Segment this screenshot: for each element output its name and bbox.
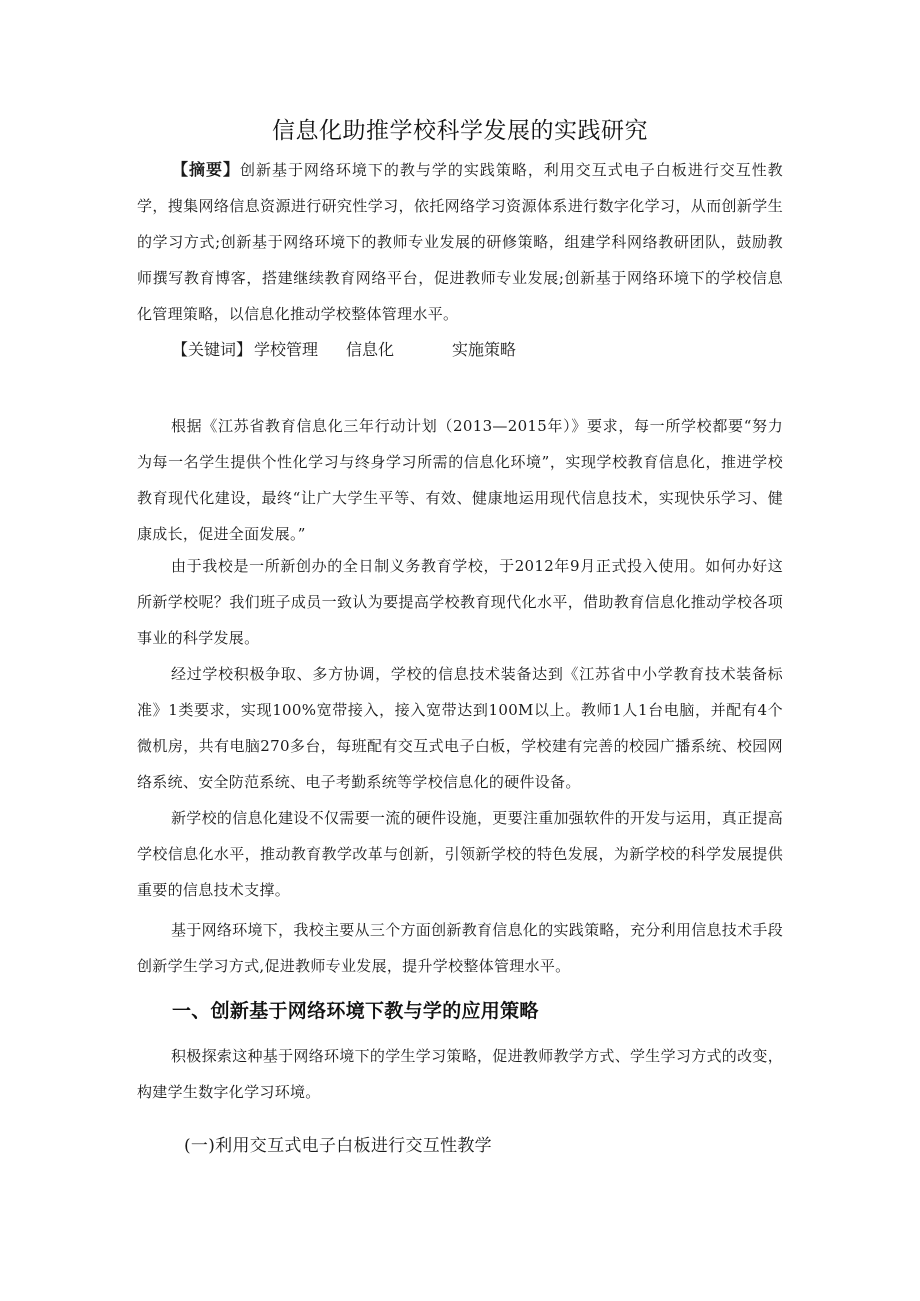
body-paragraph: 基于网络环境下，我校主要从三个方面创新教育信息化的实践策略，充分利用信息技术手段创新学生学习方式,促进教师专业发展，提升学校整体管理水平。 <box>137 921 784 975</box>
keywords-line <box>172 338 516 362</box>
body-paragraph: 由于我校是一所新创办的全日制义务教育学校，于2012年9月正式投入使用。如何办好这所新学校呢？我们班子成员一致认为要提高学校教育现代化水平，借助教育信息化推动学校各项事业的科学发展。 <box>137 557 783 647</box>
section-paragraph: 积极探索这种基于网络环境下的学生学习策略，促进教师教学方式、学生学习方式的改变，构建学生数字化学习环境。 <box>137 1047 784 1101</box>
keyword-item: 信息化 <box>346 340 395 359</box>
body-paragraph: 根据《江苏省教育信息化三年行动计划（2013—2015年）》要求，每一所学校都要“努力为每一名学生提供个性化学习与终身学习所需的信息化环境”，实现学校教育信息化，推进学校教育现代化建设，最终“让广大学生平等、有效、健康地运用现代信息技术，实现快乐学习、健康成长，促进全面发展。” <box>137 417 783 543</box>
abstract-paragraph <box>137 152 783 332</box>
section-heading: 一、创新基于网络环境下教与学的应用策略 <box>172 1000 539 1022</box>
subsection-heading: (一)利用交互式电子白板进行交互性教学 <box>184 1136 492 1156</box>
keywords-tag: 【关键词】 <box>172 340 253 359</box>
keyword-item: 实施策略 <box>452 340 517 359</box>
body-paragraph: 新学校的信息化建设不仅需要一流的硬件设施，更要注重加强软件的开发与运用，真正提高学校信息化水平，推动教育教学改革与创新，引领新学校的特色发展，为新学校的科学发展提供重要的信息技术支撑。 <box>137 809 784 899</box>
keyword-item: 学校管理 <box>254 340 319 359</box>
abstract-tag: 【摘要】 <box>172 160 240 179</box>
body-paragraph: 经过学校积极争取、多方协调，学校的信息技术装备达到《江苏省中小学教育技术装备标准》1类要求，实现100%宽带接入，接入宽带达到100M以上。教师1人1台电脑，并配有4个微机房，共有电脑270多台，每班配有交互式电子白板，学校建有完善的校园广播系统、校园网络系统、安全防范系统、电子考勤系统等学校信息化的硬件设备。 <box>137 665 783 791</box>
document-title: 信息化助推学校科学发展的实践研究 <box>272 118 648 144</box>
abstract-text: 创新基于网络环境下的教与学的实践策略，利用交互式电子白板进行交互性教学，搜集网络信息资源进行研究性学习，依托网络学习资源体系进行数字化学习，从而创新学生的学习方式;创新基于网络环境下的教师专业发展的研修策略，组建学科网络教研团队，鼓励教师撰写教育博客，搭建继续教育网络平台，促进教师专业发展;创新基于网络环境下的学校信息化管理策略，以信息化推动学校整体管理水平。 <box>137 161 783 323</box>
